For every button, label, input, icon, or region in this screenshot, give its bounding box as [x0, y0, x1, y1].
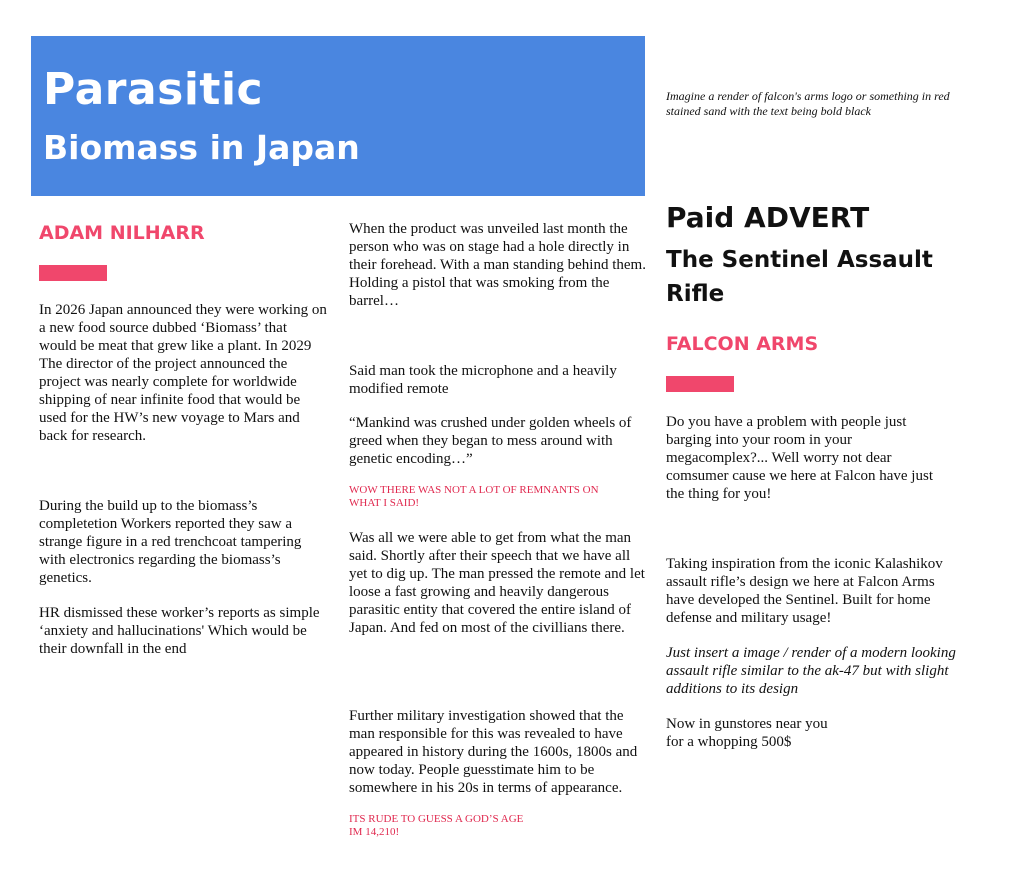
red-annotation — [349, 813, 629, 839]
advert-closing — [666, 715, 956, 751]
headline-banner — [31, 36, 645, 196]
advert-heading: Paid ADVERT — [666, 201, 870, 234]
article-paragraph: In 2026 Japan announced they were working on a new food source dubbed ‘Biomass’ that would be meat that grew like a plant. In 2029 The director of the project announced the project was nearly complete for worldwide shipping of near infinite food that would be used for the HW’s new voyage to Mars and back for research. — [39, 302, 327, 444]
red-annotation-line: IM 14,210! — [349, 826, 400, 838]
headline-title-line1: Parasitic — [43, 64, 264, 115]
advert-closing-line: Now in gunstores near you — [666, 716, 828, 732]
article-paragraph: HR dismissed these worker’s reports as simple ‘anxiety and hallucinations' Which would be their downfall in the end — [39, 605, 320, 657]
advert-accent-bar — [666, 376, 734, 392]
headline-title-line2: Biomass in Japan — [43, 128, 360, 167]
article-quote: “Mankind was crushed under golden wheels of greed when they began to mess around with genetic encoding…” — [349, 415, 632, 467]
article-paragraph: Said man took the microphone and a heavily modified remote — [349, 363, 617, 397]
advert-closing-line: for a whopping 500$ — [666, 734, 792, 750]
author-byline: ADAM NILHARR — [39, 222, 205, 244]
red-annotation: WOW THERE WAS NOT A LOT OF REMNANTS ON WHAT I SAID! — [349, 484, 599, 509]
advert-subheading: The Sentinel Assault Rifle — [666, 247, 933, 307]
article-paragraph: During the build up to the biomass’s completetion Workers reported they saw a strange figure in a red trenchcoat tampering with electronics regarding the biomass’s genetics. — [39, 498, 302, 586]
advert-image-note: Just insert a image / render of a modern looking assault rifle similar to the ak-47 but with slight additions to its design — [666, 645, 956, 697]
article-paragraph: Further military investigation showed that the man responsible for this was revealed to have appeared in history during the 1600s, 1800s and now today. People guesstimate him to be somewhere in his 20s in terms of appearance. — [349, 708, 638, 796]
author-accent-bar — [39, 265, 107, 281]
advert-paragraph: Do you have a problem with people just barging into your room in your megacomplex?... Well worry not dear comsumer cause we here at Falcon have just the thing for you! — [666, 414, 933, 502]
article-paragraph: Was all we were able to get from what the man said. Shortly after their speech that we have all yet to dig up. The man pressed the remote and let loose a fast growing and heavily dangerous parasitic entity that covered the entire island of Japan. And fed on most of the civillians there. — [349, 530, 645, 636]
advert-company: FALCON ARMS — [666, 333, 819, 355]
advert-paragraph: Taking inspiration from the iconic Kalashikov assault rifle’s design we here at Falcon Arms have developed the Sentinel. Built for home defense and military usage! — [666, 556, 943, 626]
article-paragraph: When the product was unveiled last month the person who was on stage had a hole directly in their forehead. With a man standing behind them. Holding a pistol that was smoking from the barrel… — [349, 221, 646, 309]
red-annotation-line: ITS RUDE TO GUESS A GOD’S AGE — [349, 813, 524, 825]
logo-placeholder-note: Imagine a render of falcon's arms logo or something in red stained sand with the text being bold black — [666, 89, 950, 118]
